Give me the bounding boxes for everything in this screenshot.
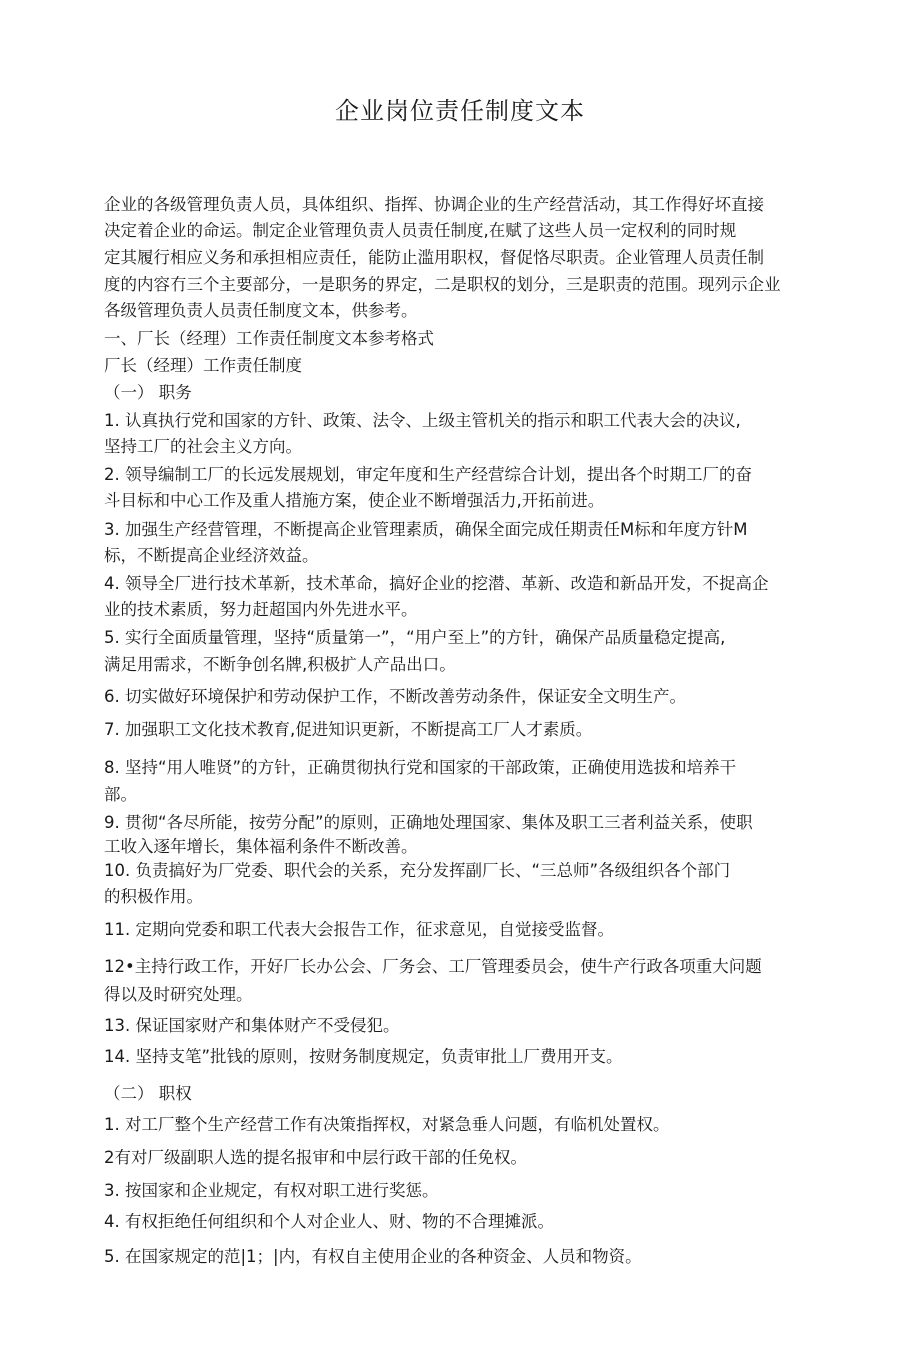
duty-line: 5. 实行全面质量管理，坚持“质量第一”，“用户至上”的方针，确保产品质量稳定提高, [104,628,726,647]
duty-line: 13. 保证国家财产和集体财产不受侵犯。 [104,1016,400,1035]
duty-line: 4. 领导全厂进行技术革新，技术革命，搞好企业的挖潜、革新、改造和新品开发，不捉高企 [104,574,769,593]
duty-line: 2. 领导编制工厂的长远发展规划，审定年度和生产经营综合计划，提出各个时期工厂的奋 [104,465,752,484]
duty-line: 的积极作用。 [104,887,203,906]
intro-line: 决定着企业的命运。制定企业管理负责人员责任制度,在赋了这些人员一定权利的同时规 [104,221,737,240]
power-line: 2有对厂级副职人选的提名报审和中层行政干部的任免权。 [104,1148,527,1167]
duty-line: 部。 [104,785,137,804]
duty-line: 业的技术素质，努力赶超国内外先进水平。 [104,600,418,619]
duty-line: 得以及时研究处理。 [104,985,253,1004]
duty-line: 9. 贯彻“各尽所能，按劳分配”的原则，正确地处理国家、集体及职工三者利益关系，使职 [104,813,753,832]
intro-line: 定其履行相应义务和承担相应责任，能防止滥用职权，督促恪尽职责。企业管理人员责任制 [104,248,764,267]
duty-line: 12•主持行政工作，开好厂长办公会、厂务会、工厂管理委员会，使牛产行政各项重大问题 [104,957,762,976]
intro-line: 企业的各级管理负责人员，具体组织、指挥、协调企业的生产经营活动，其工作得好坏直接 [104,195,764,214]
duties-heading: （一） 职务 [104,383,192,402]
subheading: 厂长（经理）工作责任制度 [104,356,302,375]
power-line: 1. 对工厂整个生产经营工作有决策指挥权，对紧急垂人问题，有临机处置权。 [104,1115,670,1134]
duty-line: 工收入逐年增长，集体福利条件不断改善。 [104,837,418,856]
powers-heading: （二） 职权 [104,1084,192,1103]
document-title: 企业岗位责任制度文本 [335,97,585,125]
duty-line: 7. 加强职工文化技术教育,促进知识更新，不断提高工厂人才素质。 [104,720,593,739]
section-heading: 一、厂长（经理）工作责任制度文本参考格式 [104,329,434,348]
intro-line: 度的内容冇三个主要部分，一是职务的界定，二是职权的划分，三是职责的范围。现列示企业 [104,275,781,294]
duty-line: 3. 加强生产经营管理，不断提高企业管理素质，确保全面完成任期责任M标和年度方针M [104,520,748,539]
duty-line: 1. 认真执行党和国家的方针、政策、法令、上级主管机关的指示和职工代表大会的决议, [104,411,741,430]
duty-line: 斗目标和中心工作及重人措施方案，使企业不断增强活力,开拓前进。 [104,491,605,510]
duty-line: 标，不断提高企业经济效益。 [104,546,319,565]
duty-line: 11. 定期向党委和职工代表大会报告工作，征求意见，自觉接受监督。 [104,920,614,939]
power-line: 4. 有权拒绝任何组织和个人对企业人、财、物的不合理摊派。 [104,1212,554,1231]
duty-line: 坚持工厂的社会主义方向。 [104,437,302,456]
intro-line: 各级管理负责人员责任制度文本，供参考。 [104,301,418,320]
duty-line: 14. 坚持支笔”批钱的原则，按财务制度规定，负责审批丄厂费用开支。 [104,1047,623,1066]
power-line: 3. 按国家和企业规定，有权对职工进行奖惩。 [104,1181,439,1200]
duty-line: 10. 负责搞好为厂党委、职代会的关系，充分发挥副厂长、“三总师”各级组织各个部门 [104,861,731,880]
duty-line: 满足用需求，不断争创名牌,积极扩人产品出口。 [104,655,456,674]
power-line: 5. 在国家规定的范|1；|内，有权自主使用企业的各种资金、人员和物资。 [104,1247,642,1266]
duty-line: 8. 坚持“用人唯贤”的方针，正确贯彻执行党和国家的干部政策，正确使用选拔和培养干 [104,758,737,777]
duty-line: 6. 切实做好环境保护和劳动保护工作，不断改善劳动条件，保证安全文明生产。 [104,687,686,706]
